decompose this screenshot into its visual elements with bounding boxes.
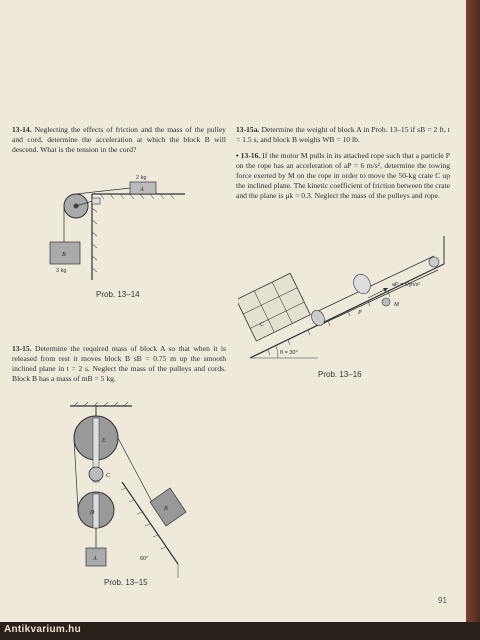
problem-13-16-text (236, 151, 450, 201)
block-b-label: B (164, 506, 168, 512)
problem-number: 13-15a. (236, 125, 260, 134)
block-a-label: A (140, 187, 144, 193)
mass-a-label: 2 kg (136, 175, 147, 181)
problem-number: 13-15. (12, 344, 32, 353)
motor (382, 298, 390, 306)
problem-13-15a-text (236, 125, 450, 145)
angle-label: θ = 30° (280, 350, 298, 356)
problem-body: Neglecting the effects of friction and the mass of the pulley and cord, determine the acceleration at which the block B will descend. What is the tension in the cord? (12, 125, 226, 154)
figure-13-16 (238, 226, 456, 366)
page-number: 91 (438, 596, 447, 605)
motor-label: M (394, 302, 399, 308)
problem-body: Determine the required mass of block A so that when it is released from rest it moves block B sB = 0.75 m up the smooth inclined plane in t = 2 s. Neglect the mass of the pulleys and cords. Block B has a mass of mB = 5 kg. (12, 344, 226, 383)
figure-13-15 (60, 402, 190, 578)
pulley-c-label: C (106, 473, 111, 479)
angle-label: 60° (140, 556, 149, 562)
problem-13-14-text (12, 125, 226, 155)
caption-13-16: Prob. 13–16 (318, 370, 362, 379)
problem-body: If the motor M pulls in its attached rope such that a particle P on the rope has an acceleration of aP = 6 m/s², determine the towing force exerted by M on the rope in order to move the 50-kg crate C up the inclined plane. The kinetic coefficient of friction between the crate and the plane is μk = 0.3. Neglect the mass of the pulleys and rope. (236, 151, 450, 200)
caption-13-15: Prob. 13–15 (104, 578, 148, 587)
problem-13-15-text (12, 344, 226, 384)
problem-body: Determine the weight of block A in Prob. 13–15 if sB = 2 ft, t = 1.5 s, and block B weighs WB = 10 lb. (236, 125, 450, 144)
problem-number: 13-14. (12, 125, 32, 134)
watermark: Antikvarium.hu (4, 624, 81, 635)
book-edge (466, 0, 480, 640)
block-b (150, 488, 186, 526)
block-b-label: B (62, 252, 66, 258)
caption-13-14: Prob. 13–14 (96, 290, 140, 299)
particle-label: P (358, 310, 362, 316)
figure-13-14 (40, 168, 200, 288)
block-a-label: A (93, 556, 97, 562)
crate-c (238, 273, 310, 341)
crate-label: C (260, 322, 265, 328)
pulley-e-label: E (102, 438, 106, 444)
mass-b-label: 3 kg (56, 268, 67, 274)
pulley-c (89, 467, 103, 481)
accel-label: aP = 6 m/s² (392, 282, 421, 288)
problem-number: • 13-16. (236, 151, 261, 160)
pulley-d-label: D (90, 510, 95, 516)
